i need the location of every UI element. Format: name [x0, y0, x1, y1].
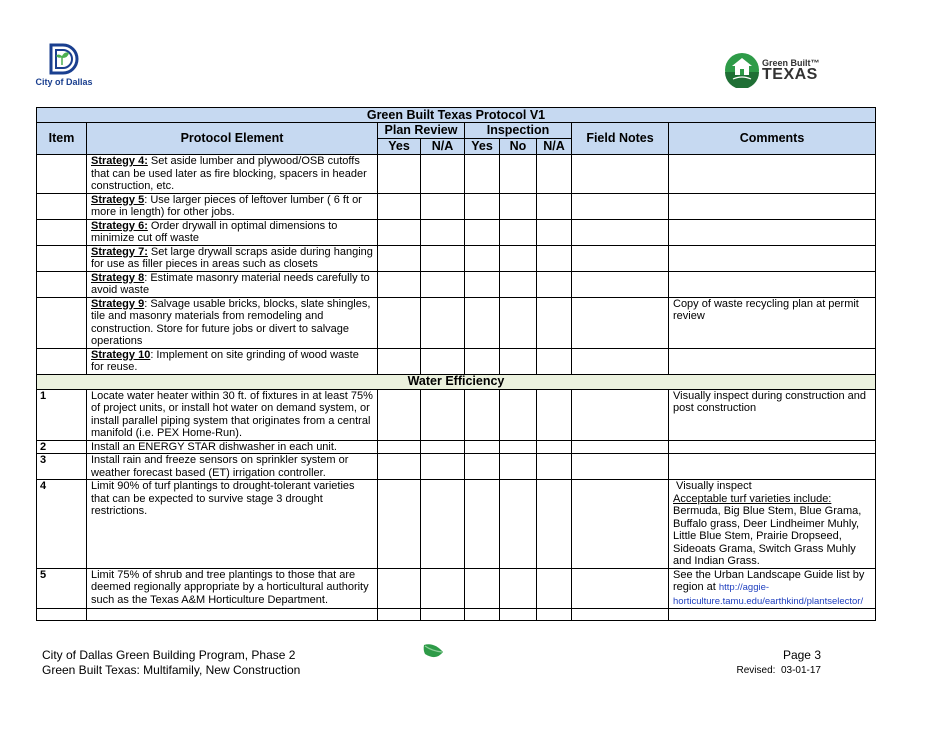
insp-no-cell[interactable] [500, 245, 537, 271]
footer-left [42, 648, 300, 678]
insp-yes-cell[interactable] [465, 245, 500, 271]
insp-no-cell[interactable] [500, 155, 537, 194]
plan-na-cell[interactable] [421, 271, 465, 297]
insp-na-cell[interactable] [537, 609, 572, 621]
field-notes-cell[interactable] [572, 155, 669, 194]
table-row [37, 440, 876, 454]
item-cell [37, 193, 87, 219]
table-row [37, 480, 876, 569]
comments-cell[interactable] [669, 609, 876, 621]
table-row [37, 609, 876, 621]
plan-na-cell[interactable] [421, 454, 465, 480]
table-row [37, 568, 876, 609]
insp-na-cell[interactable] [537, 454, 572, 480]
insp-na-cell[interactable] [537, 245, 572, 271]
leaf-icon [422, 642, 446, 667]
table-row [37, 219, 876, 245]
insp-yes-cell[interactable] [465, 454, 500, 480]
item-cell [37, 219, 87, 245]
field-notes-cell[interactable] [572, 568, 669, 609]
revised-date: Revised: 03-01-17 [736, 665, 821, 676]
plan-yes-cell[interactable] [378, 245, 421, 271]
comments-cell[interactable] [669, 480, 876, 569]
field-notes-cell[interactable] [572, 271, 669, 297]
comments-cell[interactable]: Visually inspect during construction and post construction [669, 389, 876, 440]
col-plan-review: Plan Review [378, 123, 465, 139]
plan-na-cell[interactable] [421, 440, 465, 454]
col-item: Item [37, 123, 87, 155]
strategy-label: Strategy 6: [91, 219, 148, 232]
col-insp-no: No [500, 139, 537, 155]
insp-yes-cell[interactable] [465, 440, 500, 454]
insp-yes-cell[interactable] [465, 480, 500, 569]
insp-yes-cell[interactable] [465, 348, 500, 374]
table-row [37, 193, 876, 219]
insp-yes-cell[interactable] [465, 155, 500, 194]
insp-na-cell[interactable] [537, 193, 572, 219]
comments-cell[interactable] [669, 193, 876, 219]
comment-subheading: Acceptable turf varieties include: [673, 492, 832, 505]
table-row [37, 271, 876, 297]
house-globe-icon [724, 52, 760, 88]
field-notes-cell[interactable] [572, 245, 669, 271]
plan-yes-cell[interactable] [378, 271, 421, 297]
plan-yes-cell[interactable] [378, 440, 421, 454]
insp-no-cell[interactable] [500, 193, 537, 219]
plan-na-cell[interactable] [421, 245, 465, 271]
protocol-table [36, 107, 876, 621]
comment-line: Visually inspect [673, 480, 752, 492]
plant-selector-link[interactable]: http://aggie-horticulture.tamu.edu/earthkind/plantselector/ [673, 582, 864, 607]
protocol-cell [87, 609, 378, 621]
strategy-text: : Salvage usable bricks, blocks, slate shingles, tile and masonry materials from remodeling and construction. Store for future jobs or divert to salvage operations [91, 297, 371, 347]
protocol-cell [87, 193, 378, 219]
page-number: Page 3 [782, 648, 821, 662]
table-row [37, 155, 876, 194]
insp-no-cell[interactable] [500, 271, 537, 297]
strategy-label: Strategy 5 [91, 193, 145, 206]
insp-no-cell[interactable] [500, 219, 537, 245]
field-notes-cell[interactable] [572, 440, 669, 454]
table-row [37, 245, 876, 271]
insp-na-cell[interactable] [537, 480, 572, 569]
comments-cell[interactable] [669, 454, 876, 480]
strategy-label: Strategy 10 [91, 348, 151, 361]
plan-na-cell[interactable] [421, 609, 465, 621]
table-row [37, 454, 876, 480]
field-notes-cell[interactable] [572, 193, 669, 219]
plan-na-cell[interactable] [421, 389, 465, 440]
strategy-text: Set aside lumber and plywood/OSB cutoffs that can be used later as fire blocking, spacers in header construction, etc. [91, 155, 367, 192]
green-built-texas-logo [724, 52, 824, 92]
insp-no-cell[interactable] [500, 440, 537, 454]
city-of-dallas-logo [34, 42, 94, 90]
comment-line: See the Urban Landscape Guide list by region at [673, 568, 865, 593]
col-protocol-element: Protocol Element [87, 123, 378, 155]
insp-yes-cell[interactable] [465, 219, 500, 245]
comments-cell[interactable] [669, 219, 876, 245]
protocol-cell: Install rain and freeze sensors on sprinkler system or weather forecast based (ET) irrigation controller. [87, 454, 378, 480]
field-notes-cell[interactable] [572, 609, 669, 621]
footer-program: City of Dallas Green Building Program, Phase 2 [42, 648, 296, 662]
strategy-text: Set large drywall scraps aside during hanging for use as filler pieces in areas such as closets [91, 245, 373, 270]
col-insp-na: N/A [537, 139, 572, 155]
comments-cell[interactable] [669, 348, 876, 374]
item-cell: 2 [37, 440, 87, 454]
plan-na-cell[interactable] [421, 193, 465, 219]
insp-na-cell[interactable] [537, 348, 572, 374]
comments-cell[interactable] [669, 155, 876, 194]
plan-na-cell[interactable] [421, 219, 465, 245]
plan-na-cell[interactable] [421, 155, 465, 194]
insp-na-cell[interactable] [537, 155, 572, 194]
insp-yes-cell[interactable] [465, 297, 500, 348]
insp-na-cell[interactable] [537, 219, 572, 245]
col-plan-na: N/A [421, 139, 465, 155]
table-row [37, 389, 876, 440]
item-cell [37, 297, 87, 348]
insp-na-cell[interactable] [537, 271, 572, 297]
dallas-d-icon [45, 42, 83, 76]
insp-no-cell[interactable] [500, 348, 537, 374]
protocol-cell: Locate water heater within 30 ft. of fixtures in at least 75% of project units, or install hot water on demand system, or install parallel piping system that originates from a central manifold (i.e. PEX Home-Run). [87, 389, 378, 440]
section-title-water: Water Efficiency [37, 374, 876, 389]
insp-na-cell[interactable] [537, 297, 572, 348]
logo-caption: City of Dallas [35, 77, 93, 87]
plan-yes-cell[interactable] [378, 568, 421, 609]
protocol-cell [87, 348, 378, 374]
plan-na-cell[interactable] [421, 480, 465, 569]
field-notes-cell[interactable] [572, 219, 669, 245]
field-notes-cell[interactable] [572, 480, 669, 569]
col-insp-yes: Yes [465, 139, 500, 155]
protocol-cell [87, 245, 378, 271]
insp-na-cell[interactable] [537, 440, 572, 454]
plan-yes-cell[interactable] [378, 297, 421, 348]
protocol-cell: Install an ENERGY STAR dishwasher in each unit. [87, 440, 378, 454]
insp-no-cell[interactable] [500, 609, 537, 621]
footer-subtitle: Green Built Texas: Multifamily, New Construction [42, 663, 301, 677]
plan-na-cell[interactable] [421, 297, 465, 348]
item-cell: 1 [37, 389, 87, 440]
insp-yes-cell[interactable] [465, 271, 500, 297]
plan-yes-cell[interactable] [378, 348, 421, 374]
col-inspection: Inspection [465, 123, 572, 139]
strategy-label: Strategy 9 [91, 297, 145, 310]
table-row [37, 297, 876, 348]
field-notes-cell[interactable] [572, 348, 669, 374]
comments-cell[interactable]: Copy of waste recycling plan at permit review [669, 297, 876, 348]
item-cell: 4 [37, 480, 87, 569]
insp-no-cell[interactable] [500, 454, 537, 480]
item-cell: 5 [37, 568, 87, 609]
item-cell: 3 [37, 454, 87, 480]
strategy-text: Order drywall in optimal dimensions to minimize cut off waste [91, 219, 338, 244]
col-plan-yes: Yes [378, 139, 421, 155]
comments-cell[interactable] [669, 245, 876, 271]
strategy-text: : Use larger pieces of leftover lumber ( 6 ft or more in length) for other jobs. [91, 193, 362, 218]
protocol-cell [87, 297, 378, 348]
insp-yes-cell[interactable] [465, 389, 500, 440]
comment-line: Bermuda, Big Blue Stem, Blue Grama, Buffalo grass, Deer Lindheimer Muhly, Little Blue Stem, Prairie Dropseed, Sideoats Grama, Switch Grass Muhly and Indian Grass. [673, 505, 862, 567]
strategy-label: Strategy 8 [91, 271, 145, 284]
item-cell [37, 271, 87, 297]
comments-cell[interactable] [669, 271, 876, 297]
plan-yes-cell[interactable] [378, 193, 421, 219]
plan-yes-cell[interactable] [378, 155, 421, 194]
field-notes-cell[interactable] [572, 297, 669, 348]
footer-right [737, 648, 822, 678]
table-row [37, 348, 876, 374]
item-cell [37, 155, 87, 194]
insp-yes-cell[interactable] [465, 609, 500, 621]
item-cell [37, 348, 87, 374]
col-comments: Comments [669, 123, 876, 155]
table-title: Green Built Texas Protocol V1 [37, 108, 876, 123]
plan-yes-cell[interactable] [378, 454, 421, 480]
insp-no-cell[interactable] [500, 480, 537, 569]
plan-yes-cell[interactable] [378, 609, 421, 621]
insp-yes-cell[interactable] [465, 568, 500, 609]
insp-no-cell[interactable] [500, 568, 537, 609]
insp-na-cell[interactable] [537, 568, 572, 609]
insp-na-cell[interactable] [537, 389, 572, 440]
plan-yes-cell[interactable] [378, 480, 421, 569]
item-cell [37, 609, 87, 621]
plan-yes-cell[interactable] [378, 219, 421, 245]
strategy-label: Strategy 4: [91, 155, 148, 167]
item-cell [37, 245, 87, 271]
protocol-cell [87, 271, 378, 297]
comments-cell[interactable] [669, 568, 876, 609]
protocol-cell [87, 219, 378, 245]
protocol-cell: Limit 75% of shrub and tree plantings to those that are deemed regionally appropriate by a horticultural authority such as the Texas A&M Horticulture Department. [87, 568, 378, 609]
plan-na-cell[interactable] [421, 568, 465, 609]
field-notes-cell[interactable] [572, 454, 669, 480]
protocol-cell [87, 155, 378, 194]
insp-no-cell[interactable] [500, 297, 537, 348]
insp-yes-cell[interactable] [465, 193, 500, 219]
logo-line1: Green Built™ [762, 58, 820, 68]
comments-cell[interactable] [669, 440, 876, 454]
field-notes-cell[interactable] [572, 389, 669, 440]
strategy-text: : Estimate masonry material needs carefully to avoid waste [91, 271, 370, 296]
plan-na-cell[interactable] [421, 348, 465, 374]
insp-no-cell[interactable] [500, 389, 537, 440]
strategy-text: : Implement on site grinding of wood waste for reuse. [91, 348, 359, 373]
col-field-notes: Field Notes [572, 123, 669, 155]
logo-line2: TEXAS [762, 66, 818, 83]
section-row [37, 374, 876, 389]
strategy-label: Strategy 7: [91, 245, 148, 258]
plan-yes-cell[interactable] [378, 389, 421, 440]
protocol-cell: Limit 90% of turf plantings to drought-tolerant varieties that can be expected to survive stage 3 drought restrictions. [87, 480, 378, 569]
